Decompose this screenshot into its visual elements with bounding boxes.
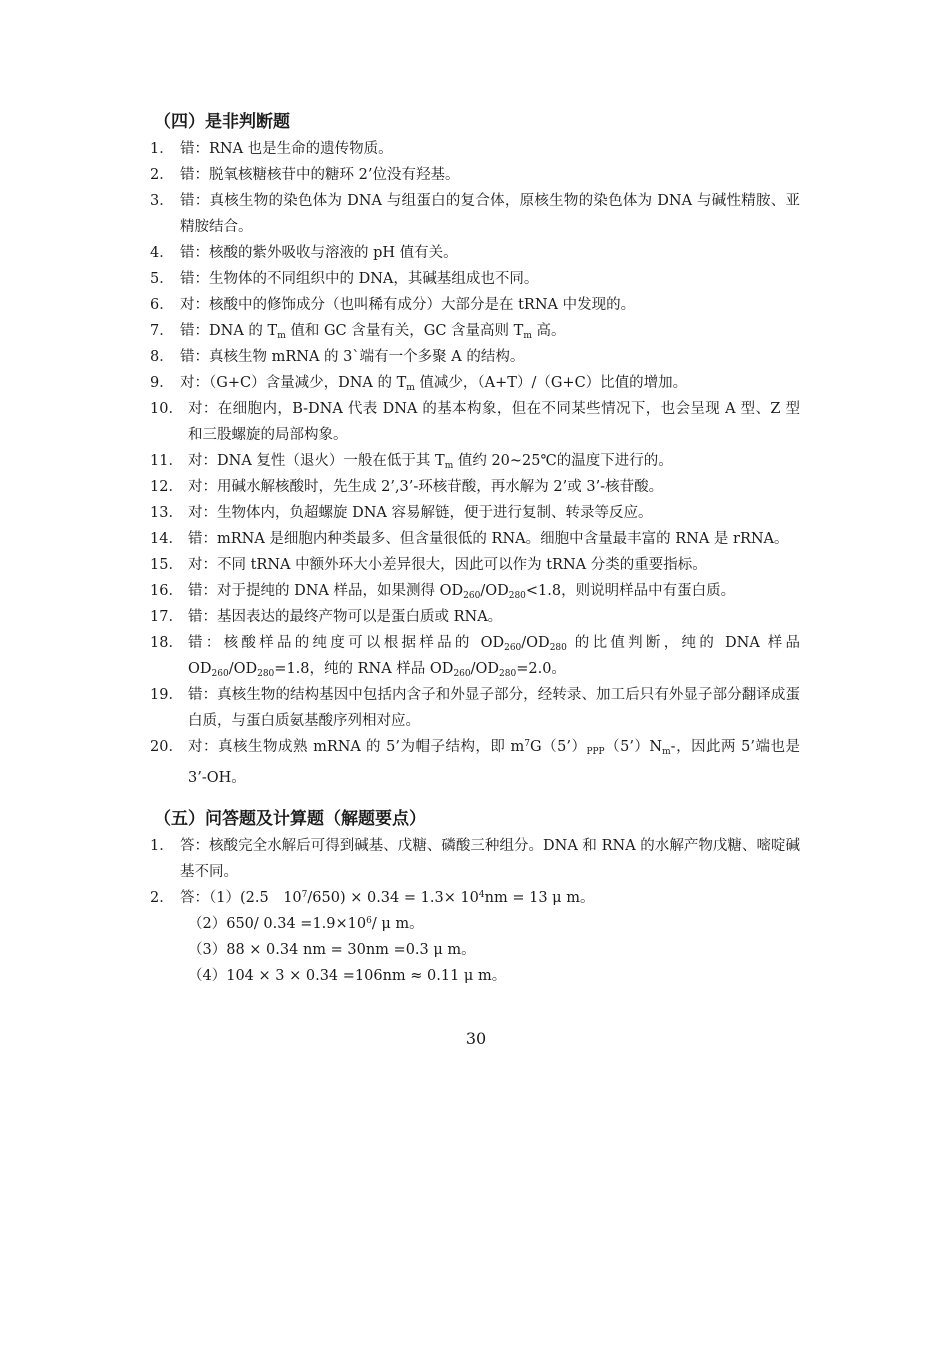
item-number: 1． [150,838,174,854]
item-text: 对：（G+C）含量减少，DNA 的 $T_m$ 值减少，（A+T）/（G+C）比值的增加。 [180,375,688,393]
section-heading-qa: （五）问答题及计算题（解题要点） [154,809,426,829]
answer-item-13 [150,500,800,526]
qa-item-2-part-2: （2）650/ $0.34 =1.9\times 10^6/$ μ m。 [188,916,424,932]
item-number: 18． [150,635,183,651]
item-number: 2． [150,890,174,906]
item-number: 20． [150,739,183,755]
item-text: 对：不同 tRNA 中额外环大小差异很大，因此可以作为 tRNA 分类的重要指标。 [188,557,707,573]
answer-item-9 [150,370,800,396]
answer-item-10 [150,396,800,448]
item-text: 答：核酸完全水解后可得到碱基、戊糖、磷酸三种组分。DNA 和 RNA 的水解产物戊糖、嘧啶碱基不同。 [180,838,800,880]
item-number: 4． [150,245,174,261]
item-text: 错：生物体的不同组织中的 DNA，其碱基组成也不同。 [180,271,539,287]
answer-item-7 [150,318,800,344]
item-text: 答：（1）(2.5 $10^7/650) \times 0.34 = 1.3\times 10^4nm = 13$ μ m。 [180,890,595,906]
item-text: 错：核酸的紫外吸收与溶液的 pH 值有关。 [180,245,458,261]
item-text: 对：用碱水解核酸时，先生成 2’,3’-环核苷酸，再水解为 2’或 3’-核苷酸。 [188,479,664,495]
qa-item-1 [150,833,800,885]
item-text: 错：真核生物的染色体为 DNA 与组蛋白的复合体，原核生物的染色体为 DNA 与碱性精胺、亚精胺结合。 [180,193,800,235]
item-number: 2． [150,167,174,183]
item-number: 5． [150,271,174,287]
answer-item-18 [150,630,800,682]
item-text: 错：mRNA 是细胞内种类最多、但含量很低的 RNA。细胞中含量最丰富的 RNA 是 rRNA。 [188,531,789,547]
answer-item-1 [150,136,800,162]
item-number: 8． [150,349,174,365]
answer-item-12 [150,474,800,500]
item-number: 7． [150,323,174,339]
answer-item-5 [150,266,800,292]
item-text: 错：真核生物的结构基因中包括内含子和外显子部分，经转录、加工后只有外显子部分翻译成蛋白质，与蛋白质氨基酸序列相对应。 [188,687,800,729]
item-number: 1． [150,141,174,157]
answer-item-11 [150,448,800,474]
item-number: 17． [150,609,183,625]
item-number: 19． [150,687,183,703]
item-text: 错：DNA 的 $T_m$ 值和 GC 含量有关，GC 含量高则 $T_m$ 高。 [180,323,566,341]
answer-item-3 [150,188,800,240]
item-text: 错：RNA 也是生命的遗传物质。 [180,141,393,157]
qa-item-2-part-3: （3）88 × 0.34 nm = 30nm =0.3 μ m。 [188,942,476,958]
item-number: 10． [150,401,183,417]
item-number: 9． [150,375,174,391]
item-text: 对：生物体内，负超螺旋 DNA 容易解链，便于进行复制、转录等反应。 [188,505,653,521]
page-number: 30 [465,1029,487,1048]
qa-item-2 [150,885,800,911]
item-number: 12． [150,479,183,495]
item-number: 16． [150,583,183,599]
answer-item-15 [150,552,800,578]
item-text: 对：核酸中的修饰成分（也叫稀有成分）大部分是在 tRNA 中发现的。 [180,297,636,313]
answer-item-19 [150,682,800,734]
item-number: 11． [150,453,183,469]
answer-item-2 [150,162,800,188]
item-text: 对：DNA 复性（退火）一般在低于其 $T_m$ 值约 20~25℃的温度下进行的。 [188,453,673,471]
answer-item-20 [150,734,800,791]
item-text: 错：脱氧核糖核苷中的糖环 2’位没有羟基。 [180,167,460,183]
item-text: 错：对于提纯的 DNA 样品，如果测得 $OD_{260}/OD_{280}<1.8$，则说明样品中有蛋白质。 [188,583,736,601]
qa-item-2-part-4: （4）104 × 3 × 0.34 =106nm ≈ 0.11 μ m。 [188,968,507,984]
item-text: 对：真核生物成熟 mRNA 的 5’为帽子结构，即 $m^7G(5’)_{PPP}(5’)N_m-$，因此两 5’端也是 3’-OH。 [188,739,800,786]
answer-item-16 [150,578,800,604]
item-number: 3． [150,193,174,209]
item-text: 错：核酸样品的纯度可以根据样品的 $OD_{260}/OD_{280}$ 的比值判断，纯的 DNA 样品 $OD_{260}/OD_{280}=1.8$，纯的 RNA 样品 $OD_{260}/OD_{280}=2.0$。 [188,635,800,679]
item-text: 错：真核生物 mRNA 的 3`端有一个多聚 A 的结构。 [180,349,525,365]
item-number: 15． [150,557,183,573]
answer-item-17 [150,604,800,630]
answer-content [150,108,800,989]
answer-item-14 [150,526,800,552]
item-text: 错：基因表达的最终产物可以是蛋白质或 RNA。 [188,609,503,625]
answer-item-6 [150,292,800,318]
item-number: 14． [150,531,183,547]
section-heading-true-false: （四）是非判断题 [154,112,290,132]
item-number: 13． [150,505,183,521]
item-text: 对：在细胞内，B-DNA 代表 DNA 的基本构象，但在不同某些情况下，也会呈现 A 型、Z 型和三股螺旋的局部构象。 [188,401,800,443]
item-number: 6． [150,297,174,313]
answer-item-4 [150,240,800,266]
answer-item-8 [150,344,800,370]
